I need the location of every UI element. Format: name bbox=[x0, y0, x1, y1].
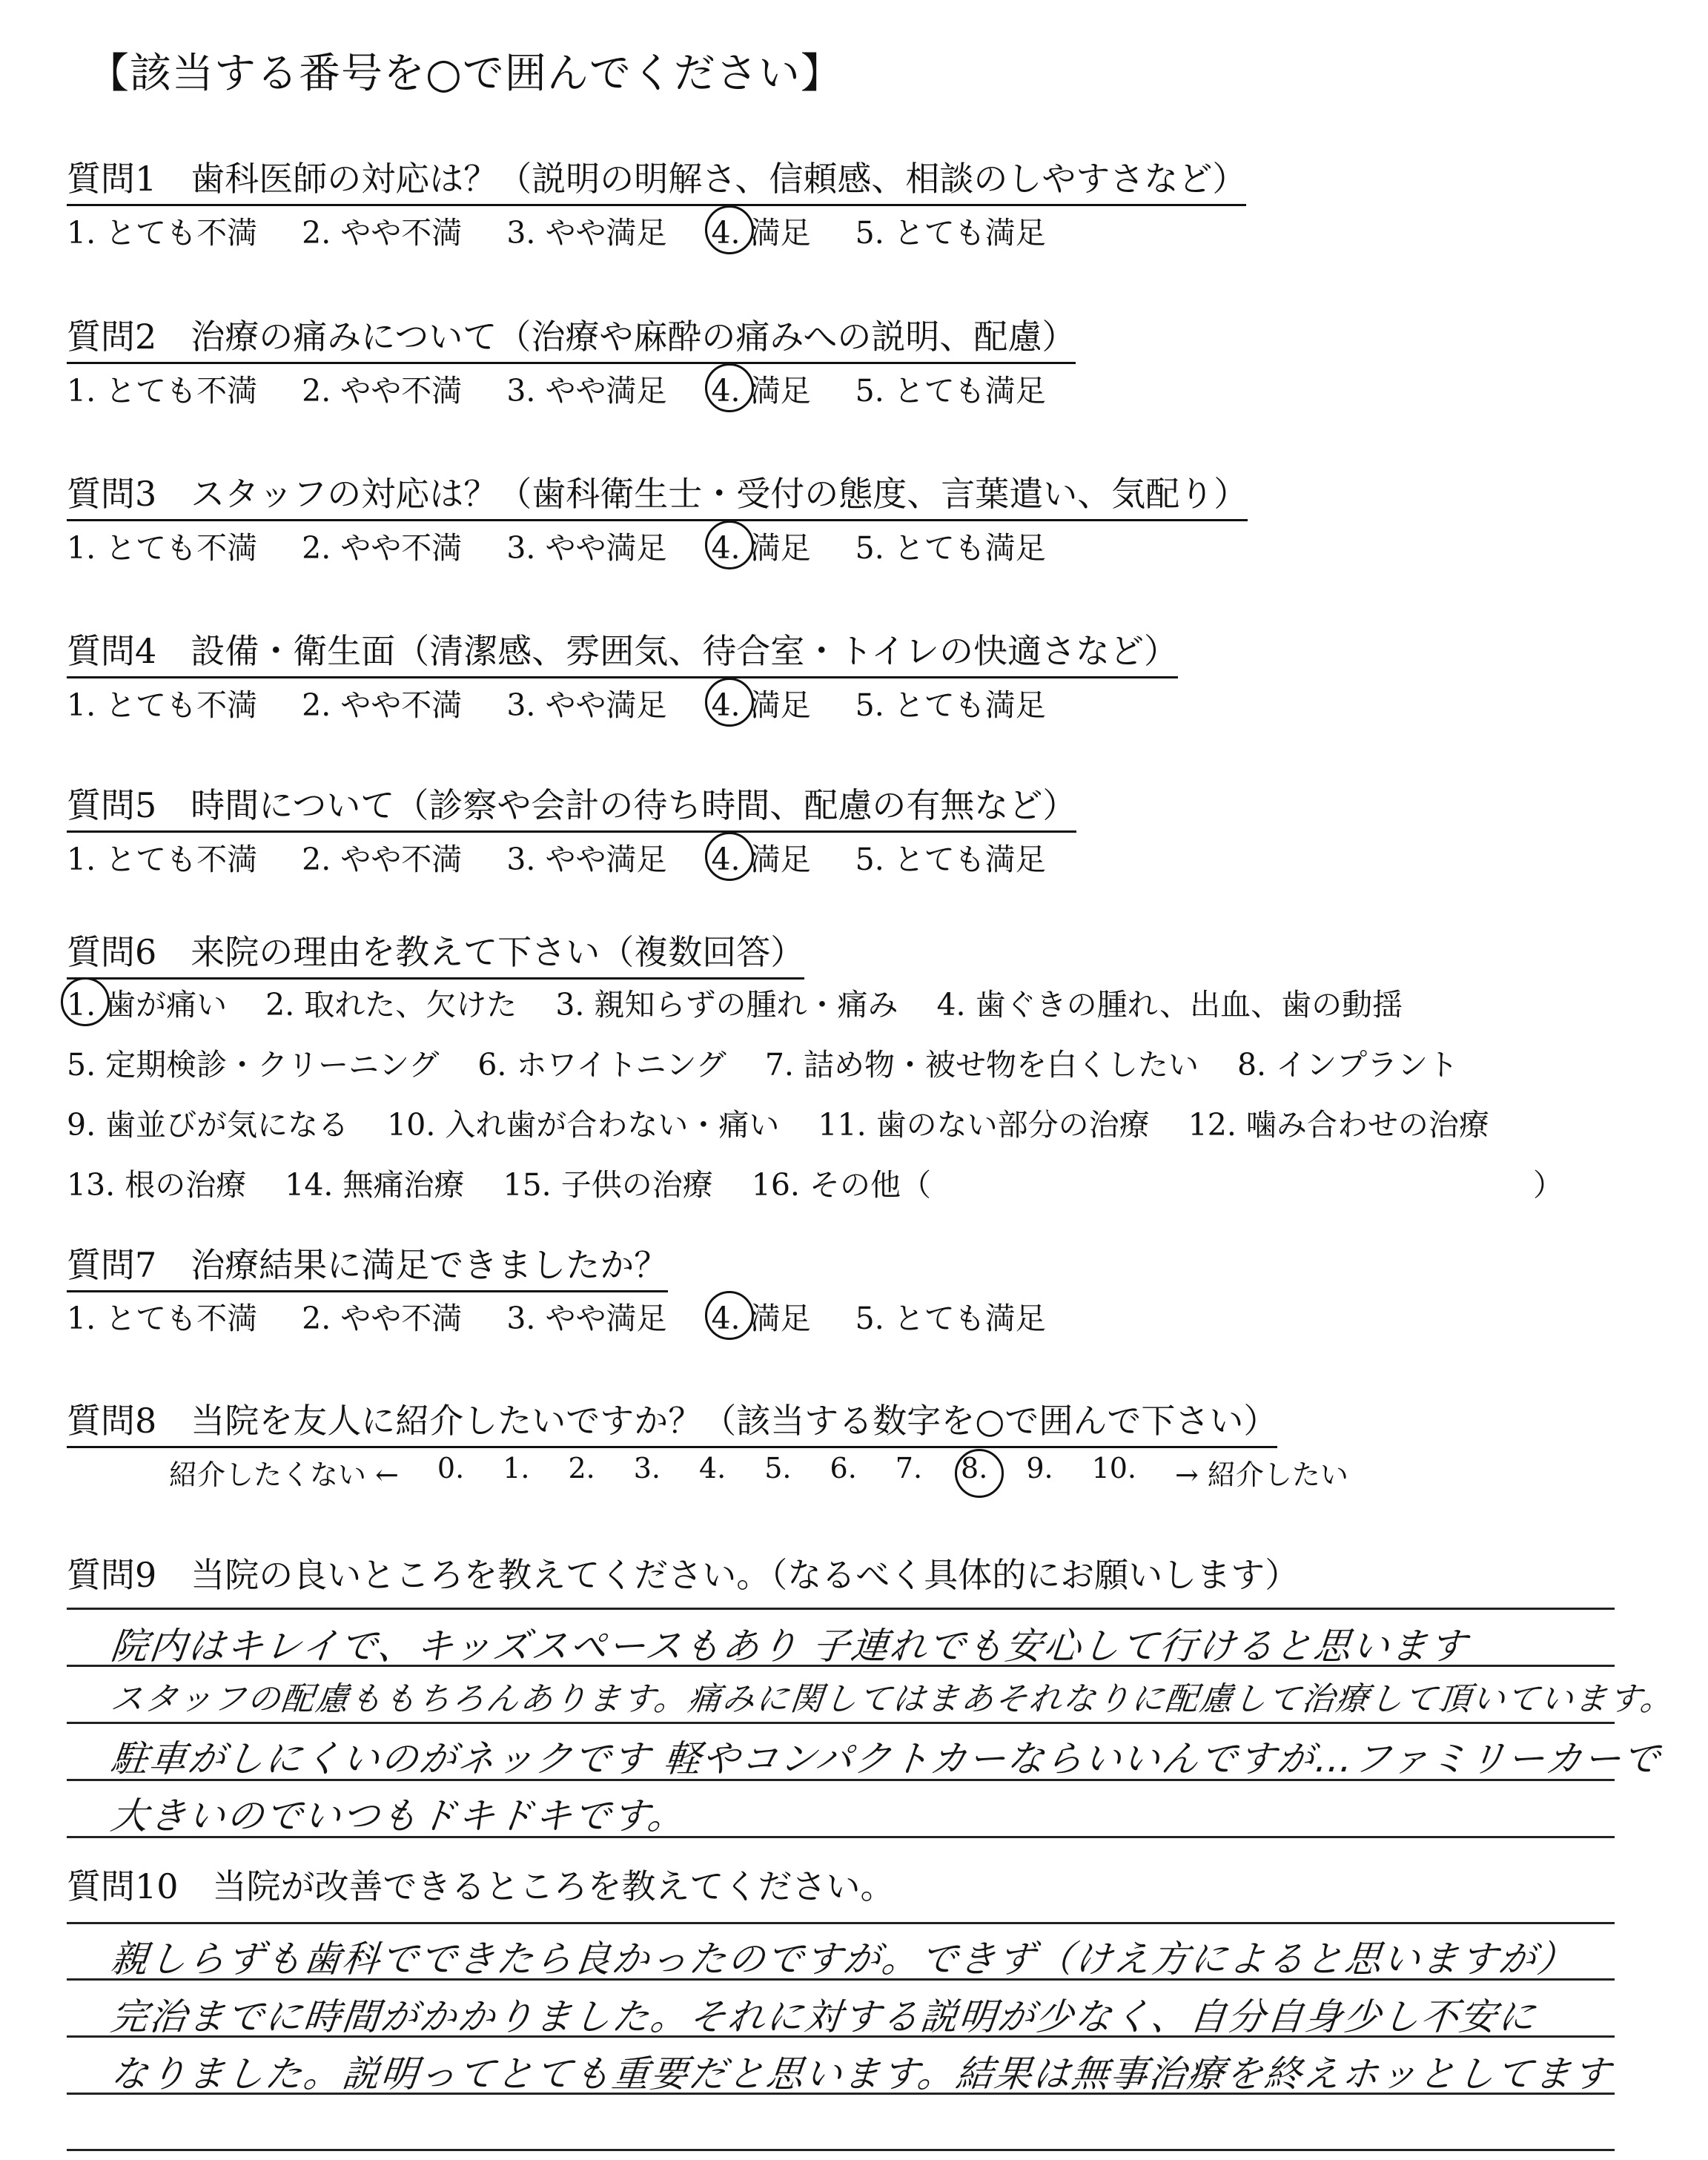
q8-label: 質問8 当院を友人に紹介したいですか？（該当する数字を○で囲んで下さい） bbox=[67, 1394, 1277, 1448]
q6-option-8[interactable]: 8. インプラント bbox=[1237, 1047, 1459, 1083]
question-5-label: 質問5 時間について（診察や会計の待ち時間、配慮の有無など） bbox=[67, 779, 1076, 833]
q10-answer-line-3: なりました。説明ってとても重要だと思います。結果は無事治療を終えホッとしてます bbox=[108, 2052, 1614, 2095]
question-1-option-5[interactable]: 5. とても満足 bbox=[855, 215, 1046, 251]
q8-scale-6[interactable]: 6. bbox=[830, 1452, 857, 1484]
q8-scale-4[interactable]: 4. bbox=[698, 1452, 726, 1484]
question-5-options bbox=[67, 835, 1090, 879]
q7-option-1[interactable]: 1. とても不満 bbox=[67, 1301, 258, 1336]
question-1-option-2[interactable]: 2. やや不満 bbox=[302, 215, 463, 251]
question-3-label: 質問3 スタッフの対応は？（歯科衛生士・受付の態度、言葉遣い、気配り） bbox=[67, 467, 1248, 521]
q8-scale-3[interactable]: 3. bbox=[633, 1452, 661, 1484]
q6-option-10[interactable]: 10. 入れ歯が合わない・痛い bbox=[387, 1107, 780, 1143]
question-4-option-2[interactable]: 2. やや不満 bbox=[302, 687, 463, 723]
q9-line-1 bbox=[67, 1608, 1615, 1610]
q10-answer-line-2: 完治までに時間がかかりました。それに対する説明が少なく、自分自身少し不安に bbox=[108, 1995, 1539, 2038]
question-5-option-4[interactable]: 4. 満足 bbox=[711, 835, 810, 879]
question-3-options bbox=[67, 524, 1090, 567]
question-4-option-5[interactable]: 5. とても満足 bbox=[855, 687, 1046, 723]
q6-option-17[interactable]: ） bbox=[1533, 1167, 1563, 1203]
q8-scale-7[interactable]: 7. bbox=[895, 1452, 923, 1484]
q8-right-label: → 紹介したい bbox=[1175, 1459, 1348, 1491]
q6-option-5[interactable]: 5. 定期検診・クリーニング bbox=[67, 1047, 440, 1083]
q6-option-7[interactable]: 7. 詰め物・被せ物を白くしたい bbox=[764, 1047, 1199, 1083]
q7-options bbox=[67, 1294, 1090, 1338]
question-1-option-4[interactable]: 4. 満足 bbox=[711, 208, 810, 252]
q6-option-14[interactable]: 14. 無痛治療 bbox=[285, 1167, 465, 1203]
q6-option-3[interactable]: 3. 親知らずの腫れ・痛み bbox=[555, 987, 898, 1023]
q8-scale-9[interactable]: 9. bbox=[1026, 1452, 1053, 1484]
q8-left-label: 紹介したくない ← bbox=[169, 1459, 399, 1491]
q6-option-11[interactable]: 11. 歯のない部分の治療 bbox=[818, 1107, 1150, 1143]
q7-label: 質問7 治療結果に満足できましたか？ bbox=[67, 1238, 668, 1292]
question-2-option-5[interactable]: 5. とても満足 bbox=[855, 373, 1046, 409]
q8-scale-10[interactable]: 10. bbox=[1091, 1452, 1137, 1484]
question-1-option-1[interactable]: 1. とても不満 bbox=[67, 215, 258, 251]
question-1-options bbox=[67, 208, 1090, 252]
question-2-label: 質問2 治療の痛みについて（治療や麻酔の痛みへの説明、配慮） bbox=[67, 310, 1076, 364]
q10-line-5 bbox=[67, 2149, 1615, 2151]
q8-scale-2[interactable]: 2. bbox=[568, 1452, 595, 1484]
q9-answer-line-2: スタッフの配慮ももちろんあります。痛みに関してはまあそれなりに配慮して治療して頂いています。 bbox=[108, 1680, 1677, 1718]
q6-option-15[interactable]: 15. 子供の治療 bbox=[503, 1167, 713, 1203]
q7-option-3[interactable]: 3. やや満足 bbox=[506, 1301, 667, 1336]
q6-option-9[interactable]: 9. 歯並びが気になる bbox=[67, 1107, 349, 1143]
q9-answer-line-3: 駐車がしにくいのがネックです 軽やコンパクトカーならいいんですが…ファミリーカーで bbox=[108, 1737, 1664, 1780]
q6-option-13[interactable]: 13. 根の治療 bbox=[67, 1167, 247, 1203]
question-3-option-2[interactable]: 2. やや不満 bbox=[302, 530, 463, 566]
q6-option-16[interactable]: 16. その他（ bbox=[751, 1167, 931, 1203]
question-2-option-4[interactable]: 4. 満足 bbox=[711, 366, 810, 410]
q9-line-3 bbox=[67, 1722, 1615, 1724]
q10-answer-line-1: 親しらずも歯科でできたら良かったのですが。できず（けえ方によると思いますが） bbox=[108, 1938, 1578, 1981]
q6-options bbox=[67, 980, 1690, 1221]
q8-scale-1[interactable]: 1. bbox=[503, 1452, 530, 1484]
q8-scale-5[interactable]: 5. bbox=[764, 1452, 792, 1484]
question-4-option-1[interactable]: 1. とても不満 bbox=[67, 687, 258, 723]
page-title: 【該当する番号を○で囲んでください】 bbox=[87, 50, 843, 98]
q6-option-4[interactable]: 4. 歯ぐきの腫れ、出血、歯の動揺 bbox=[936, 987, 1403, 1023]
question-5-option-3[interactable]: 3. やや満足 bbox=[506, 842, 667, 877]
q10-label: 質問10 当院が改善できるところを教えてください。 bbox=[67, 1866, 895, 1906]
question-3-option-3[interactable]: 3. やや満足 bbox=[506, 530, 667, 566]
question-4-label: 質問4 設備・衛生面（清潔感、雰囲気、待合室・トイレの快適さなど） bbox=[67, 624, 1178, 678]
question-5-option-1[interactable]: 1. とても不満 bbox=[67, 842, 258, 877]
q7-option-2[interactable]: 2. やや不満 bbox=[302, 1301, 463, 1336]
question-4-option-4[interactable]: 4. 満足 bbox=[711, 681, 810, 724]
q7-option-4[interactable]: 4. 満足 bbox=[711, 1294, 810, 1338]
q7-option-5[interactable]: 5. とても満足 bbox=[855, 1301, 1046, 1336]
q8-scale bbox=[169, 1452, 1387, 1493]
question-2-option-1[interactable]: 1. とても不満 bbox=[67, 373, 258, 409]
q6-option-12[interactable]: 12. 噛み合わせの治療 bbox=[1188, 1107, 1489, 1143]
question-4-options bbox=[67, 681, 1090, 724]
q6-option-6[interactable]: 6. ホワイトニング bbox=[477, 1047, 726, 1083]
q8-scale-0[interactable]: 0. bbox=[437, 1452, 465, 1484]
q9-label: 質問9 当院の良いところを教えてください。（なるべく具体的にお願いします） bbox=[67, 1555, 1300, 1595]
question-5-option-2[interactable]: 2. やや不満 bbox=[302, 842, 463, 877]
q9-answer-line-1: 院内はキレイで、キッズスペースもあり 子連れでも安心して行けると思います bbox=[108, 1625, 1471, 1668]
question-3-option-1[interactable]: 1. とても不満 bbox=[67, 530, 258, 566]
question-3-option-4[interactable]: 4. 満足 bbox=[711, 524, 810, 567]
question-4-option-3[interactable]: 3. やや満足 bbox=[506, 687, 667, 723]
question-5-option-5[interactable]: 5. とても満足 bbox=[855, 842, 1046, 877]
q8-scale-8[interactable]: 8. bbox=[961, 1452, 987, 1493]
q9-answer-line-4: 大きいのでいつもドキドキです。 bbox=[108, 1794, 689, 1837]
q10-line-1 bbox=[67, 1922, 1615, 1924]
question-1-option-3[interactable]: 3. やや満足 bbox=[506, 215, 667, 251]
question-2-option-3[interactable]: 3. やや満足 bbox=[506, 373, 667, 409]
question-1-label: 質問1 歯科医師の対応は？（説明の明解さ、信頼感、相談のしやすさなど） bbox=[67, 152, 1246, 206]
question-2-options bbox=[67, 366, 1090, 410]
q6-option-2[interactable]: 2. 取れた、欠けた bbox=[265, 987, 517, 1023]
q6-label: 質問6 来院の理由を教えて下さい（複数回答） bbox=[67, 925, 804, 980]
question-2-option-2[interactable]: 2. やや不満 bbox=[302, 373, 463, 409]
q6-option-1[interactable]: 1. 歯が痛い bbox=[67, 980, 227, 1024]
question-3-option-5[interactable]: 5. とても満足 bbox=[855, 530, 1046, 566]
